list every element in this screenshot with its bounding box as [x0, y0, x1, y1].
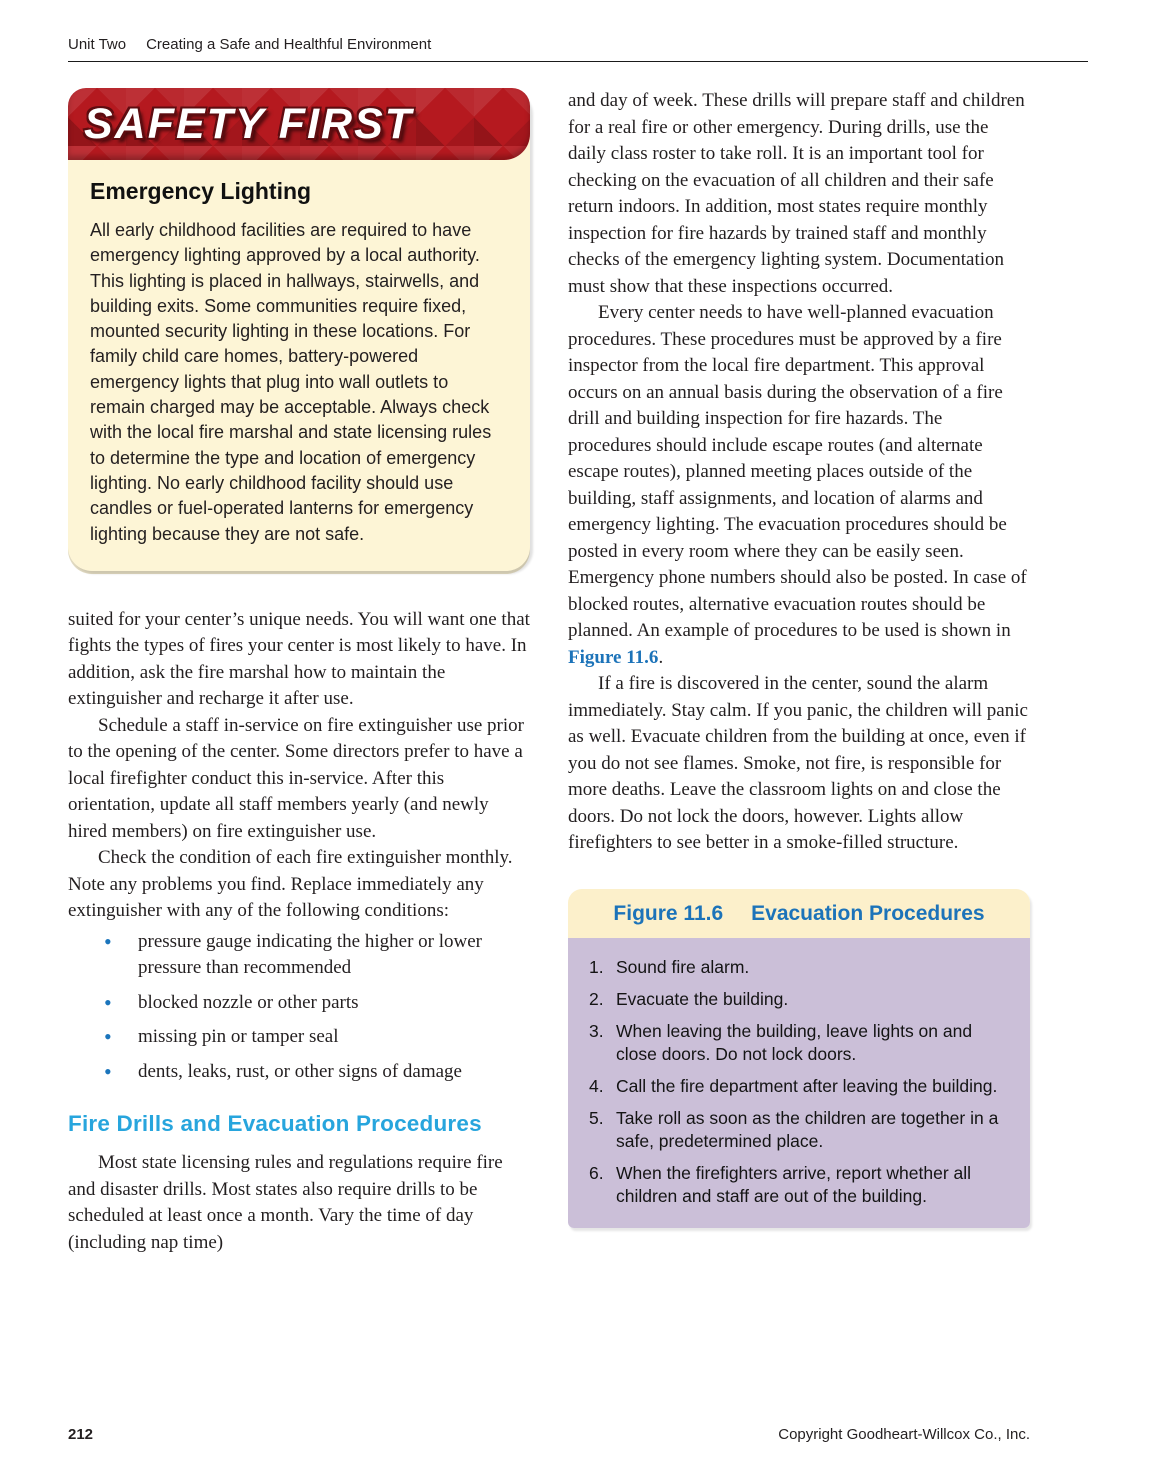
paragraph: suited for your center’s unique needs. You will want one that fights the types of fires your center is most likely to have. In addition, ask the fire marshal how to maintain the extinguisher and recharge it after use. [68, 608, 530, 710]
safety-first-feature-box [68, 88, 530, 571]
section-heading-fire-drills: Fire Drills and Evacuation Procedures [68, 1111, 482, 1137]
figure-label: Figure 11.6 [613, 901, 724, 925]
list-item: Call the fire department after leaving the building. [616, 1075, 998, 1096]
right-column [568, 88, 1030, 1256]
paragraph: Check the condition of each fire extinguisher monthly. Note any problems you find. Replace immediately any extinguisher with any of the following conditions: [68, 847, 513, 922]
evacuation-procedures-list [578, 956, 1014, 1208]
running-head-title: Creating a Safe and Healthful Environment [146, 36, 432, 53]
paragraph: and day of week. These drills will prepare staff and children for a real fire or other emergency. During drills, use the daily class roster to take roll. It is an important tool for checking on the evacuation of all children and their safe return indoors. In addition, most states require monthly inspection for fire hazards by trained staff and monthly checks of the emergency lighting system. Documentation must show that these inspections occurred. [568, 90, 1025, 297]
list-item: • missing pin or tamper seal [104, 1024, 530, 1051]
figure-body [568, 938, 1030, 1228]
copyright-notice: Copyright Goodheart-Willcox Co., Inc. [778, 1426, 1030, 1443]
figure-header [568, 889, 1030, 938]
paragraph: Most state licensing rules and regulations require fire and disaster drills. Most states also require drills to be scheduled at least once a month. Vary the time of day (including nap time) [68, 1152, 503, 1253]
list-item: Take roll as soon as the children are together in a safe, predetermined place. [616, 1107, 999, 1151]
list-item: When leaving the building, leave lights on and close doors. Do not lock doors. [616, 1020, 973, 1064]
safety-first-body-area [68, 160, 530, 571]
figure-11-6-box [568, 889, 1030, 1228]
running-head-unit: Unit Two [68, 36, 127, 53]
header-rule [68, 61, 1088, 62]
list-item: Evacuate the building. [616, 988, 789, 1009]
extinguisher-condition-list [104, 929, 530, 1086]
figure-cross-reference: Figure 11.6 [568, 646, 659, 668]
page-number: 212 [68, 1426, 94, 1443]
list-item: • dents, leaks, rust, or other signs of damage [104, 1059, 530, 1086]
safety-first-text: All early childhood facilities are required to have emergency lighting approved by a local authority. This lighting is placed in hallways, stairwells, and building exits. Some communities require fixed, mounted security lighting in these locations. For family child care homes, battery-powered emergency lights that plug into wall outlets to remain charged may be acceptable. Always check with the local fire marshal and state licensing rules to determine the type and location of emergency lighting. No early childhood facility should use candles or fuel-operated lanterns for emergency lighting because they are not safe. [90, 220, 492, 544]
safety-first-banner [68, 88, 530, 160]
safety-first-title: Emergency Lighting [90, 178, 312, 204]
paragraph: Schedule a staff in-service on fire extinguisher use prior to the opening of the center. Some directors prefer to have a local firefighter conduct this in-service. After this orientation, update all staff members yearly (and newly hired members) on fire extinguisher use. [68, 714, 524, 842]
list-item: When the firefighters arrive, report whether all children and staff are out of the building. [616, 1162, 972, 1206]
paragraph-text: . [658, 646, 664, 668]
paragraph-text: Every center needs to have well-planned evacuation procedures. These procedures must be approved by a fire inspector from the local fire department. This approval occurs on an annual basis during the observation of a fire drill and building inspection for fire hazards. The procedures should include escape routes (and alternate escape routes), planned meeting places outside of the building, staff assignments, and location of alarms and emergency lighting. The evacuation procedures should be posted in every room where they can be easily seen. Emergency phone numbers should also be posted. In case of blocked routes, alternative evacuation routes should be planned. An example of procedures to be used is shown in [568, 302, 1027, 641]
figure-title: Evacuation Procedures [751, 901, 985, 925]
left-column [68, 88, 530, 1256]
page-footer [68, 1426, 1030, 1443]
list-item: Sound fire alarm. [616, 956, 750, 977]
paragraph: If a fire is discovered in the center, sound the alarm immediately. Stay calm. If you panic, the children will panic as well. Evacuate children from the building at once, even if you do not see flames. Smoke, not fire, is responsible for more deaths. Leave the classroom lights on and close the doors. Do not lock the doors, however. Lights allow firefighters to see better in a smoke-filled structure. [568, 673, 1028, 853]
list-item: • blocked nozzle or other parts [104, 990, 530, 1017]
safety-first-banner-text: SAFETY FIRST [84, 99, 414, 148]
running-head [68, 36, 1088, 53]
paragraph [568, 300, 1030, 671]
list-item: • pressure gauge indicating the higher or lower pressure than recommended [104, 929, 530, 982]
